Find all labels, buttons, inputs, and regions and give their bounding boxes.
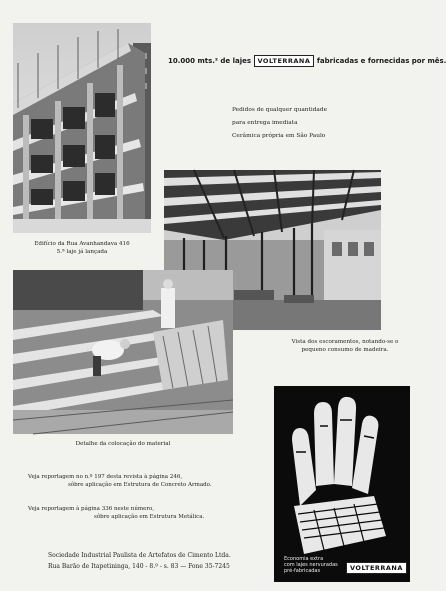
building-caption — [13, 240, 151, 256]
caption-line: 5.ª laje já lançada — [56, 249, 108, 255]
placement-photo — [13, 270, 233, 434]
ad-tagline-line: com lajes nervuradas — [284, 562, 338, 568]
caption-line: Detalhe da colocação do material — [75, 441, 171, 447]
building-photo — [13, 23, 151, 233]
headline — [168, 55, 446, 67]
ad-tagline-line: Economia extra — [284, 556, 324, 562]
company-name: Sociedade Industrial Paulista de Artefatos de Cimento Ltda. — [48, 552, 231, 559]
headline-prefix: 10.000 mts.² de lajes — [168, 57, 252, 65]
shoring-caption — [286, 338, 404, 354]
volterrana-ad — [274, 386, 410, 582]
offer-line: Cerâmica própria em São Paulo — [232, 133, 326, 139]
headline-suffix: fabricadas e fornecidas por mês. — [316, 57, 446, 65]
hand-illustration — [274, 386, 410, 582]
reference-line: sôbre aplicação em Estrutura Metálica. — [94, 514, 205, 520]
ad-brand-logo: VOLTERRANA — [346, 562, 407, 574]
reference-2 — [28, 505, 204, 521]
offer-line: Pedidos de qualquer quantidade — [232, 107, 328, 113]
caption-line: Vista dos escoramentos, notando-se o — [291, 339, 399, 345]
company-block — [48, 550, 231, 572]
ad-tagline-line: pré-fabricadas — [284, 568, 321, 574]
reference-1 — [28, 473, 212, 489]
reference-line: Veja reportagem no n.º 197 desta revista à página 246, — [28, 474, 183, 480]
company-address: Rua Barão de Itapetininga, 140 - 8.º - s. 83 — Fone 35-7245 — [48, 563, 230, 570]
caption-line: Edifício da Rua Avanhandava 416 — [34, 241, 130, 247]
caption-line: pequeno consumo de madeira. — [301, 347, 389, 353]
placement-caption — [13, 440, 233, 448]
ad-tagline — [284, 556, 338, 574]
volterrana-logo: VOLTERRANA — [254, 55, 315, 67]
reference-line: sôbre aplicação em Estrutura de Concreto Armado. — [68, 482, 212, 488]
offer-lines — [232, 104, 327, 143]
reference-line: Veja reportagem à página 336 neste número, — [28, 506, 155, 512]
offer-line: para entrega imediata — [232, 120, 298, 126]
